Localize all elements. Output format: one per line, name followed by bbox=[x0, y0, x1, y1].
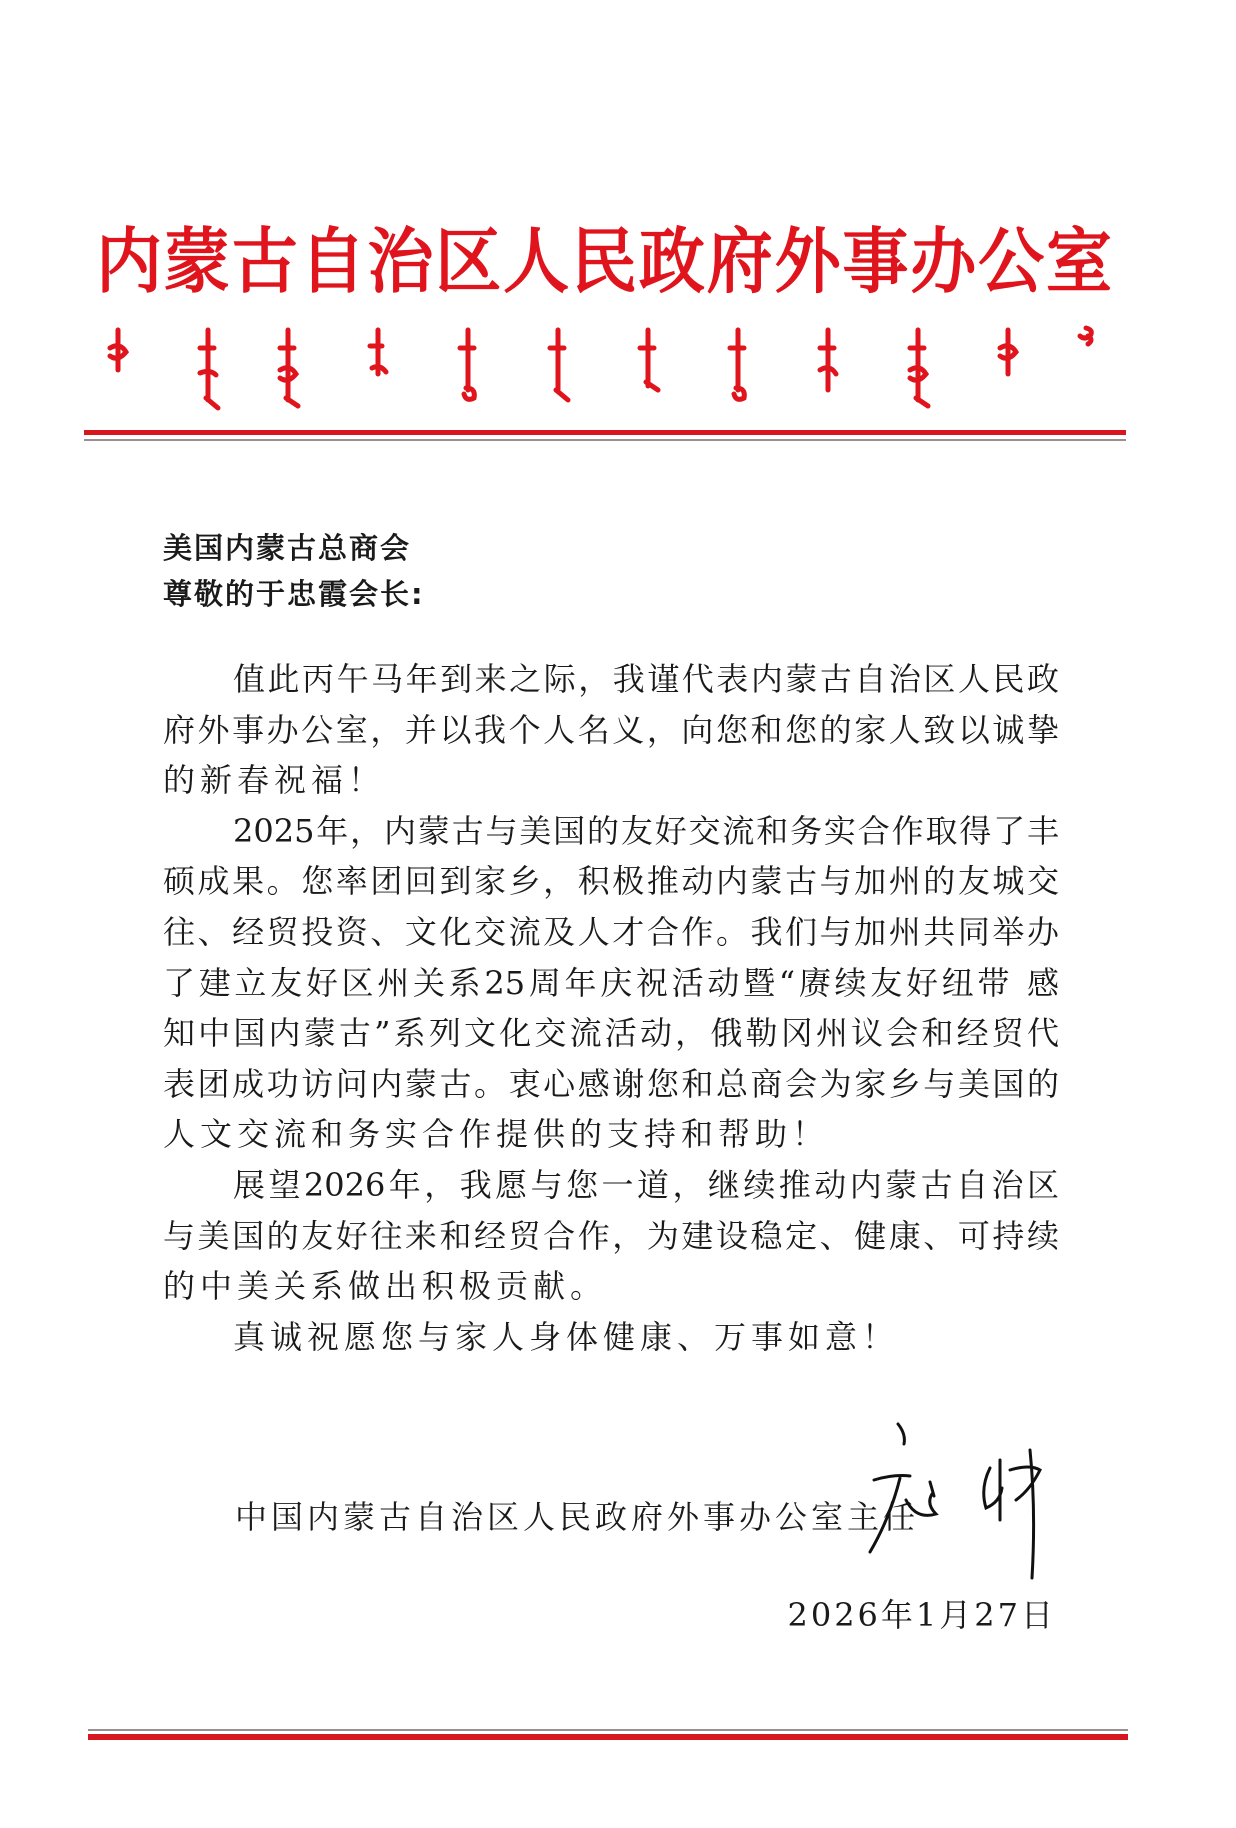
mongolian-script-letterhead bbox=[96, 318, 1116, 418]
letterhead-divider-red bbox=[84, 430, 1126, 435]
footer-divider-thin bbox=[88, 1729, 1128, 1731]
body-line: 2025年，内蒙古与美国的友好交流和务实合作取得了丰 bbox=[233, 811, 1059, 850]
signatory-title: 中国内蒙古自治区人民政府外事办公室主任 bbox=[235, 1498, 920, 1536]
body-line: 真诚祝愿您与家人身体健康、万事如意！ bbox=[233, 1317, 900, 1356]
body-line: 知中国内蒙古”系列文化交流活动，俄勒冈州议会和经贸代 bbox=[163, 1014, 1059, 1053]
body-line: 值此丙午马年到来之际，我谨代表内蒙古自治区人民政 bbox=[233, 660, 1059, 698]
body-line: 的中美关系做出积极贡献。 bbox=[163, 1267, 608, 1306]
body-line: 表团成功访问内蒙古。衷心感谢您和总商会为家乡与美国的 bbox=[163, 1064, 1059, 1103]
body-line: 人文交流和务实合作提供的支持和帮助！ bbox=[163, 1115, 830, 1154]
body-line: 府外事办公室，并以我个人名义，向您和您的家人致以诚挚 bbox=[163, 710, 1059, 749]
recipient-salutation: 尊敬的于忠霞会长: bbox=[163, 577, 425, 611]
letterhead-divider-thin bbox=[84, 439, 1126, 441]
body-line: 与美国的友好往来和经贸合作，为建设稳定、健康、可持续 bbox=[163, 1216, 1059, 1255]
body-line: 展望2026年，我愿与您一道，继续推动内蒙古自治区 bbox=[233, 1165, 1059, 1204]
body-line: 往、经贸投资、文化交流及人才合作。我们与加州共同举办 bbox=[163, 912, 1059, 951]
letter-date: 2026年1月27日 bbox=[787, 1596, 1056, 1634]
body-line: 的新春祝福！ bbox=[163, 761, 386, 800]
letterhead-title: 内蒙古自治区人民政府外事办公室 bbox=[96, 219, 1112, 304]
footer-divider-red bbox=[88, 1734, 1128, 1740]
recipient-organization: 美国内蒙古总商会 bbox=[163, 531, 412, 565]
letter-body bbox=[163, 654, 1059, 1362]
handwritten-signature bbox=[860, 1420, 1080, 1580]
body-line: 硕成果。您率团回到家乡，积极推动内蒙古与加州的友城交 bbox=[163, 862, 1059, 901]
body-line: 了建立友好区州关系25周年庆祝活动暨“赓续友好纽带 感 bbox=[163, 963, 1059, 1002]
